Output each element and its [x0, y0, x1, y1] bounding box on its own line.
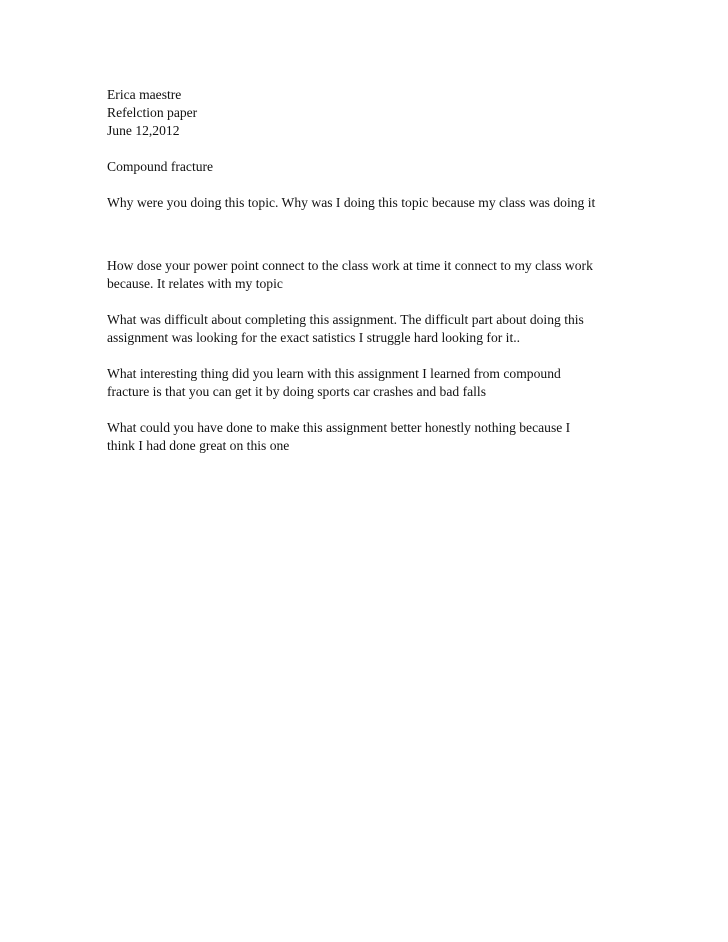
- paragraph-line: think I had done great on this one: [107, 438, 290, 453]
- spacer: [107, 347, 647, 365]
- paragraph-line: because. It relates with my topic: [107, 276, 283, 291]
- spacer: [107, 239, 647, 257]
- paragraph-2: [107, 257, 647, 293]
- document-date: June 12,2012: [107, 123, 180, 138]
- paragraph-line: What interesting thing did you learn with this assignment I learned from compound: [107, 366, 561, 381]
- author-name: Erica maestre: [107, 87, 182, 102]
- spacer: [107, 212, 647, 239]
- document-type: Refelction paper: [107, 105, 198, 120]
- document-title: Compound fracture: [107, 159, 214, 174]
- paragraph-5: [107, 419, 647, 455]
- spacer: [107, 176, 647, 194]
- spacer: [107, 140, 647, 158]
- paragraph-line: fracture is that you can get it by doing sports car crashes and bad falls: [107, 384, 486, 399]
- spacer: [107, 401, 647, 419]
- paragraph-4: [107, 365, 647, 401]
- paragraph-line: What was difficult about completing this assignment. The difficult part about doing this: [107, 312, 584, 327]
- spacer: [107, 293, 647, 311]
- header-block: [107, 86, 647, 140]
- document-body: [107, 86, 647, 455]
- paragraph-line: Why were you doing this topic. Why was I doing this topic because my class was doing it: [107, 195, 596, 210]
- paragraph-line: assignment was looking for the exact satistics I struggle hard looking for it..: [107, 330, 521, 345]
- paragraph-line: What could you have done to make this assignment better honestly nothing because I: [107, 420, 571, 435]
- paragraph-1: [107, 194, 647, 212]
- paragraph-line: How dose your power point connect to the class work at time it connect to my class work: [107, 258, 593, 273]
- paragraph-3: [107, 311, 647, 347]
